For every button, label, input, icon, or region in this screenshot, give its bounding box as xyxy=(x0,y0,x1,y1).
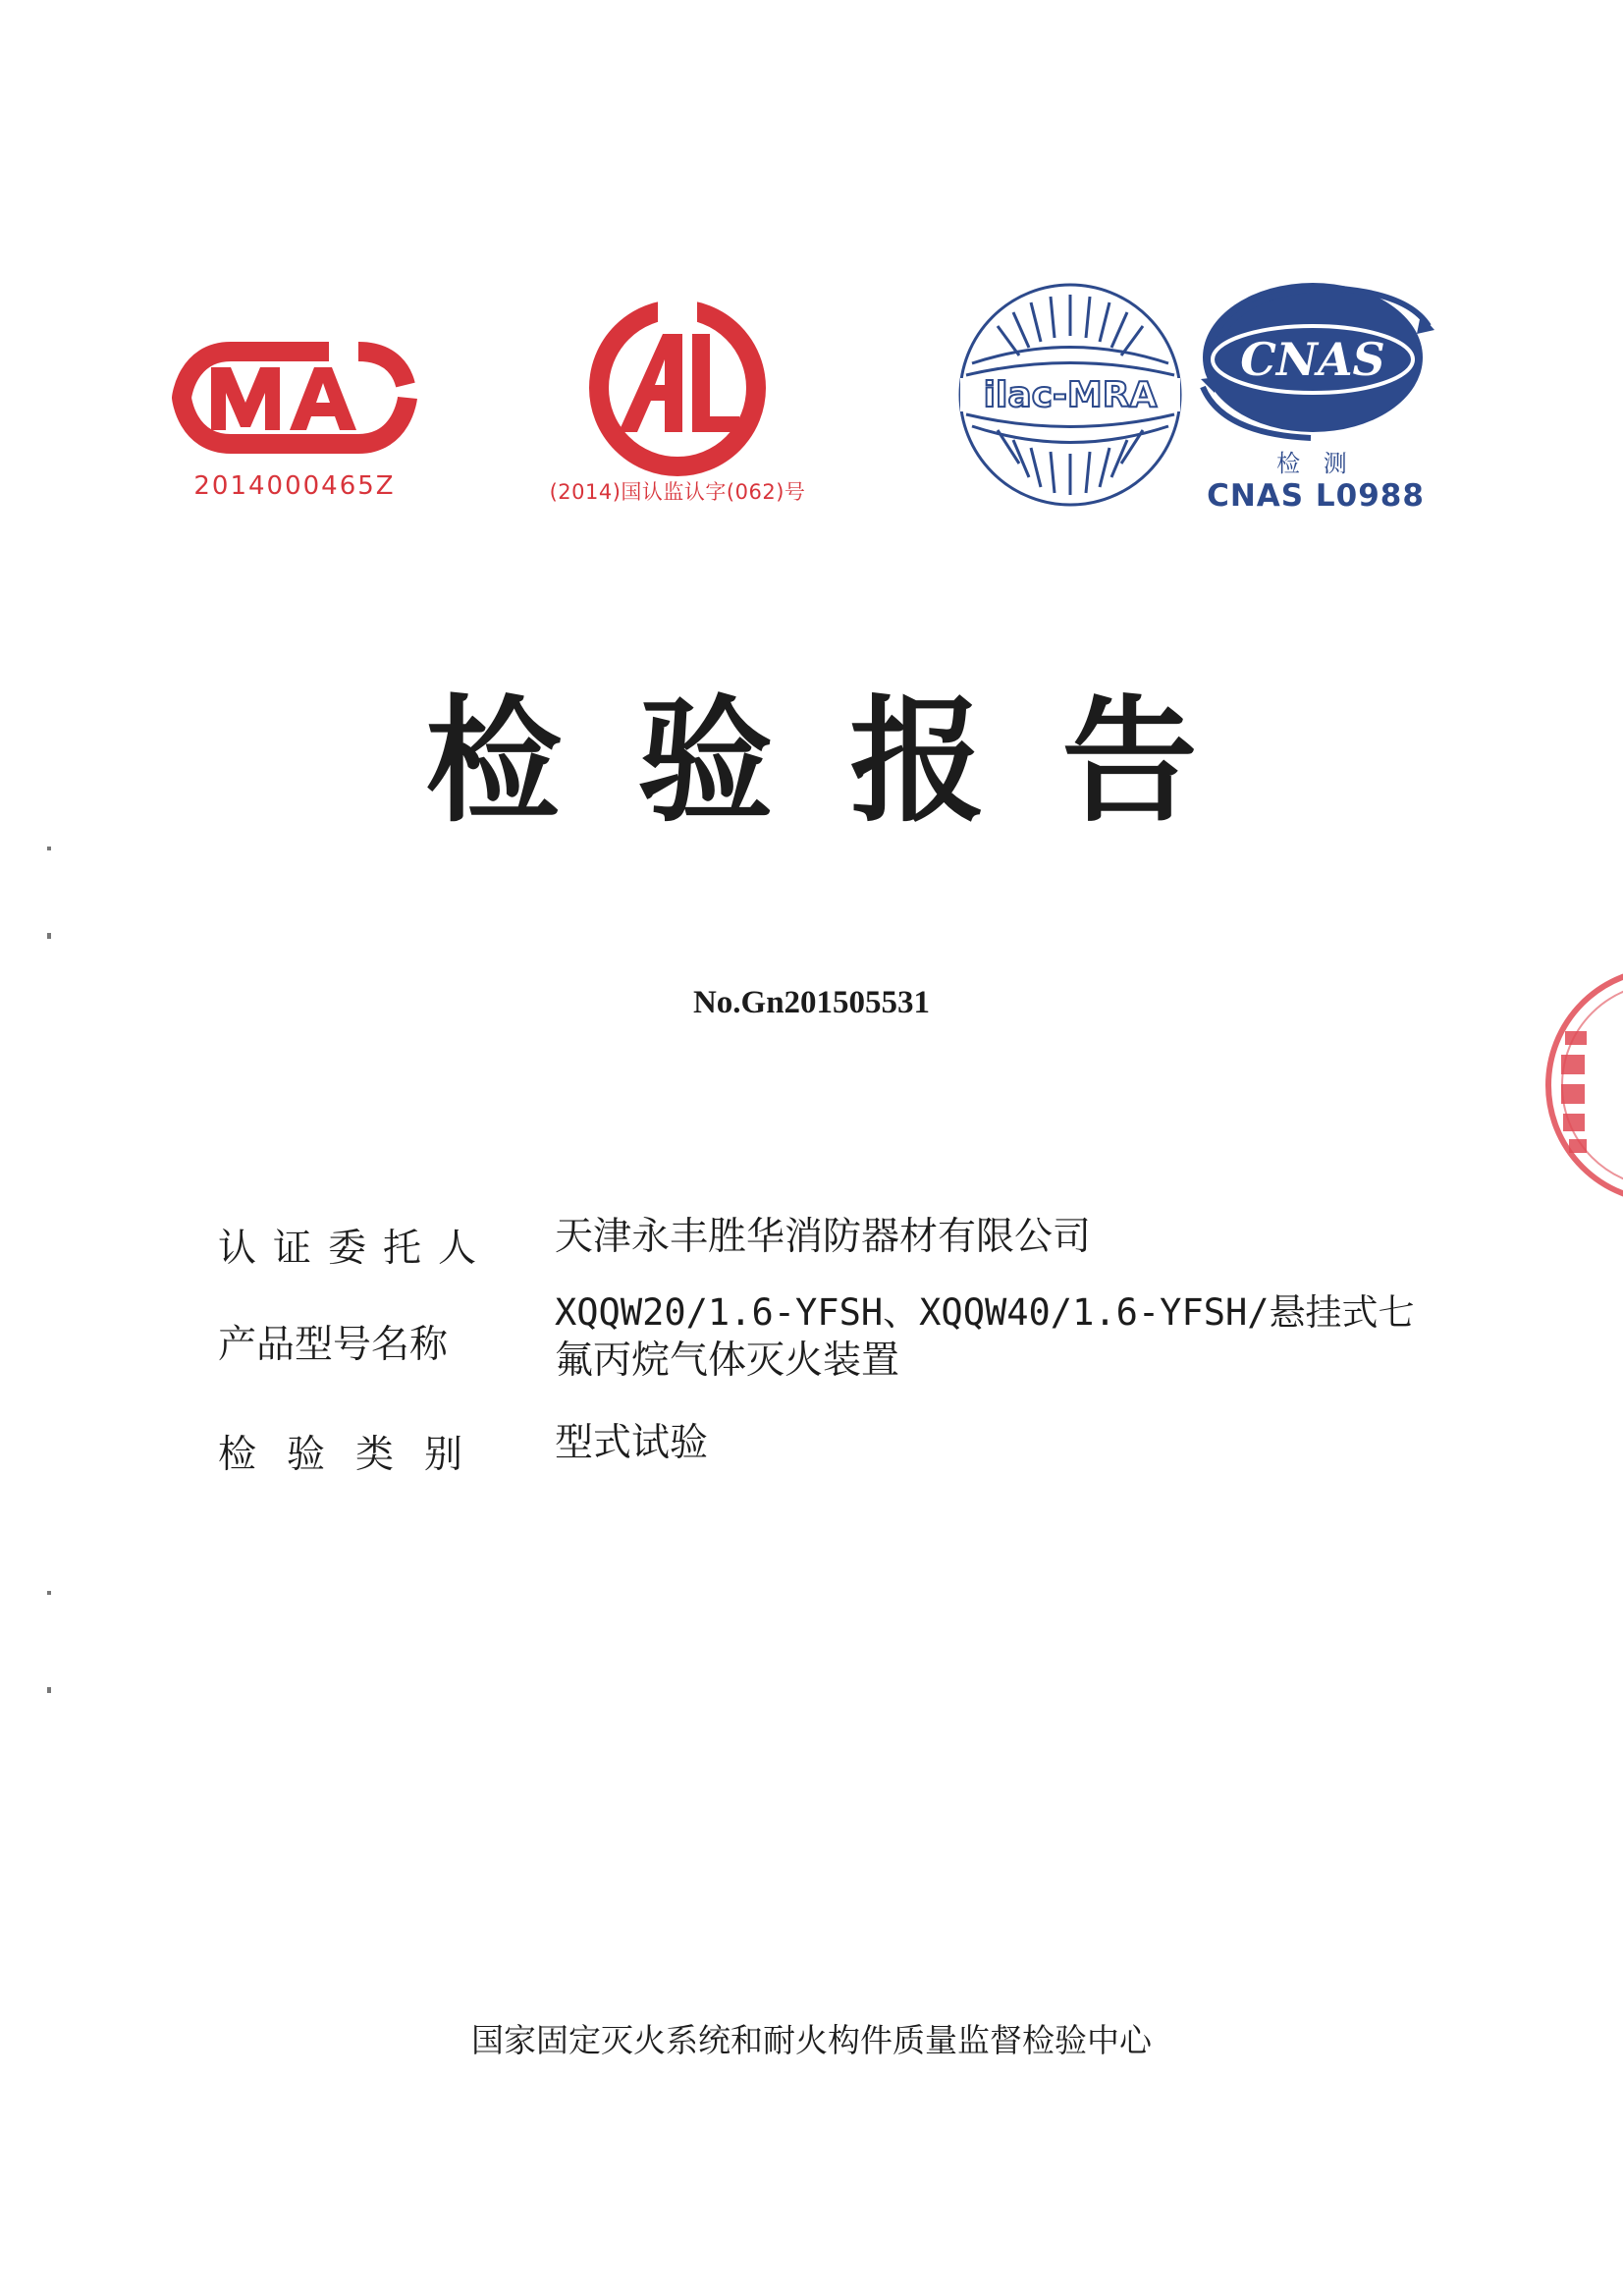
client-value: 天津永丰胜华消防器材有限公司 xyxy=(555,1215,1092,1259)
issuing-organization: 国家固定灭火系统和耐火构件质量监督检验中心 xyxy=(471,2021,1152,2059)
cnas-testing-caption: 检 测 xyxy=(1276,450,1355,477)
scan-speck xyxy=(47,933,51,939)
product-value-line1: XQQW20/1.6-YFSH、XQQW40/1.6-YFSH/悬挂式七 xyxy=(555,1291,1415,1334)
product-label: 产品型号名称 xyxy=(218,1323,449,1367)
category-label: 检验类别 xyxy=(218,1433,494,1477)
scan-speck xyxy=(47,1687,51,1693)
cnas-accreditation-number: CNAS L0988 xyxy=(1207,478,1425,514)
cma-logo-icon xyxy=(172,324,417,471)
product-value-line2: 氟丙烷气体灭火装置 xyxy=(555,1339,900,1383)
scan-speck xyxy=(47,847,51,850)
cnas-logo-block xyxy=(1193,277,1438,514)
ilac-mra-logo-icon xyxy=(952,277,1188,513)
cma-logo-block xyxy=(147,324,442,501)
category-value: 型式试验 xyxy=(555,1421,709,1465)
report-title: 检验报告 xyxy=(425,683,1274,841)
cma-certificate-number: 2014000465Z xyxy=(193,471,396,501)
cnas-wordmark: CNAS xyxy=(1240,333,1385,386)
ilac-mra-wordmark: ilac-MRA xyxy=(983,375,1158,415)
client-label: 认证委托人 xyxy=(218,1227,494,1271)
report-number: No.Gn201505531 xyxy=(692,985,931,1020)
cnas-logo-icon xyxy=(1193,277,1438,444)
cal-logo-icon xyxy=(565,295,790,476)
cal-logo-block xyxy=(511,295,844,506)
ilac-mra-logo-block xyxy=(952,277,1188,513)
seal-stamp-icon xyxy=(1532,953,1623,1218)
cal-certificate-number: (2014)国认监认字(062)号 xyxy=(549,480,806,504)
scan-speck xyxy=(47,1591,51,1595)
official-seal xyxy=(1532,953,1623,1218)
